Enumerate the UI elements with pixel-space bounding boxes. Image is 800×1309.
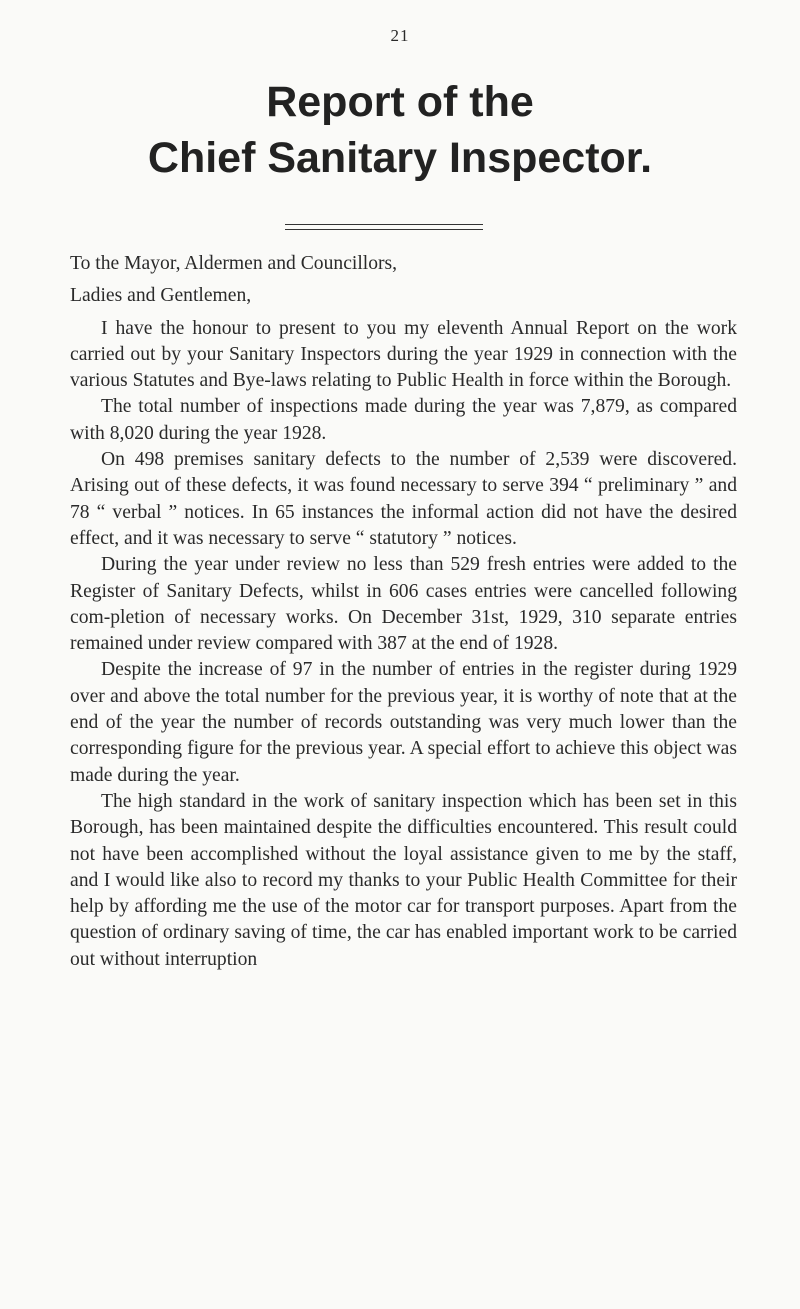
salutation-addressees: To the Mayor, Aldermen and Councillors, (70, 253, 398, 274)
title-divider-bottom (285, 229, 483, 230)
report-title-line-2: Chief Sanitary Inspector. (147, 134, 653, 182)
report-title (0, 74, 800, 186)
paragraph-register-entries: During the year under review no less than 529 fresh entries were added to the Register of Sanitary Defects, whilst in 606 cases entries were cancelled following com-pletion of necessary works. On December 31st, 1929, 310 separate entries remained under review compared with 387 at the end of 1928. (70, 554, 737, 655)
paragraph-records-outstanding: Despite the increase of 97 in the number of entries in the register during 1929 over and above the total number for the previous year, it is worthy of note that at the end of the year the number of records outstanding was very much lower than the corresponding figure for the previous year. A special effort to achieve this object was made during the year. (70, 659, 737, 786)
salutation-greeting: Ladies and Gentlemen, (70, 285, 252, 307)
title-divider-top (285, 224, 483, 225)
paragraph-defects-notices: On 498 premises sanitary defects to the number of 2,539 were discovered. Arising out of these defects, it was found necessary to serve 394 “ preliminary ” and 78 “ verbal ” notices. In 65 instances the informal action did not have the desired effect, and it was necessary to serve “ statutory ” notices. (70, 449, 737, 549)
paragraph-inspections: The total number of inspections made during the year was 7,879, as compared with 8,020 during the year 1928. (70, 396, 737, 444)
report-title-line-1: Report of the (266, 78, 534, 126)
page-number: 21 (390, 26, 410, 45)
letter-body (70, 251, 737, 973)
paragraph-introduction: I have the honour to present to you my eleventh Annual Report on the work carried out by your Sanitary Inspectors during the year 1929 in connection with the various Statutes and Bye-laws relating to Public Health in force within the Borough. (70, 317, 737, 392)
paragraph-acknowledgements: The high standard in the work of sanitary inspection which has been set in this Borough, has been maintained despite the difficulties encountered. This result could not have been accomplished without the loyal assistance given to me by the staff, and I would like also to record my thanks to your Public Health Committee for their help by affording me the use of the motor car for transport purposes. Apart from the question of ordinary saving of time, the car has enabled important work to be carried out without interruption (70, 790, 737, 970)
